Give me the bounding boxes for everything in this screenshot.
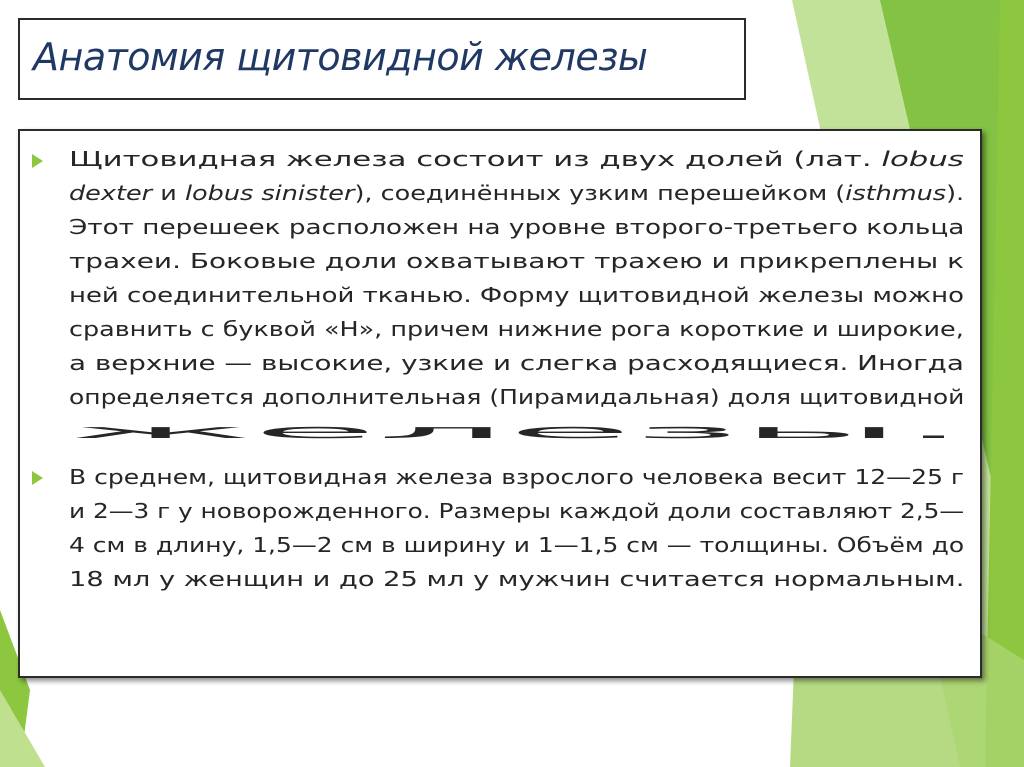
text-run: Щитовидная железа состоит из двух долей (лат. xyxy=(69,147,882,171)
paragraph-line xyxy=(69,528,1024,562)
text-run: ), соединённых узким перешейком ( xyxy=(354,181,846,205)
content-box xyxy=(18,129,982,678)
paragraph-line xyxy=(69,210,1024,244)
paragraph-line xyxy=(69,312,1024,346)
paragraph-line xyxy=(69,414,1024,448)
text-run: и 2—3 г у новорожденного. Размеры каждой доли составляют 2,5— xyxy=(69,499,965,523)
title-box xyxy=(18,18,746,100)
paragraph-line xyxy=(69,244,1024,278)
paragraph-line xyxy=(69,494,1024,528)
paragraph-line xyxy=(69,460,1024,494)
paragraph-line xyxy=(69,380,1024,414)
triangle-bullet-icon xyxy=(32,154,43,168)
paragraph-line xyxy=(69,176,1024,210)
text-run: железы. xyxy=(69,419,967,443)
text-run: Этот перешеек расположен на уровне второго-третьего кольца xyxy=(69,215,965,239)
triangle-bullet-icon xyxy=(32,471,43,485)
text-run: 4 см в длину, 1,5—2 см в ширину и 1—1,5 см — толщины. Объём до xyxy=(69,533,965,557)
latin-term: isthmus xyxy=(845,181,947,205)
text-run: трахеи. Боковые доли охватывают трахею и прикреплены к xyxy=(69,249,965,273)
bullet-paragraph-size xyxy=(69,460,969,596)
text-run: В среднем, щитовидная железа взрослого человека весит 12—25 г xyxy=(69,465,965,489)
paragraph-line xyxy=(69,346,1024,380)
text-run: а верхние — высокие, узкие и слегка расходящиеся. Иногда xyxy=(69,351,964,375)
paragraph-line xyxy=(69,142,1024,176)
paragraph-line xyxy=(69,278,1024,312)
page-title: Анатомия щитовидной железы xyxy=(33,35,648,79)
bullet-paragraph-anatomy xyxy=(69,142,969,448)
text-run: 18 мл у женщин и до 25 мл у мужчин считается нормальным. xyxy=(69,567,965,591)
latin-term: lobus sinister xyxy=(184,181,355,205)
text-run: ней соединительной тканью. Форму щитовидной железы можно xyxy=(69,283,965,307)
latin-term: lobus xyxy=(881,147,964,171)
text-run: ). xyxy=(946,181,965,205)
text-run: определяется дополнительная (Пирамидальная) доля щитовидной xyxy=(69,385,965,409)
text-run: сравнить с буквой «Н», причем нижние рога короткие и широкие, xyxy=(69,317,964,341)
latin-term: dexter xyxy=(69,181,153,205)
text-run: и xyxy=(152,181,185,205)
paragraph-line xyxy=(69,562,1024,596)
